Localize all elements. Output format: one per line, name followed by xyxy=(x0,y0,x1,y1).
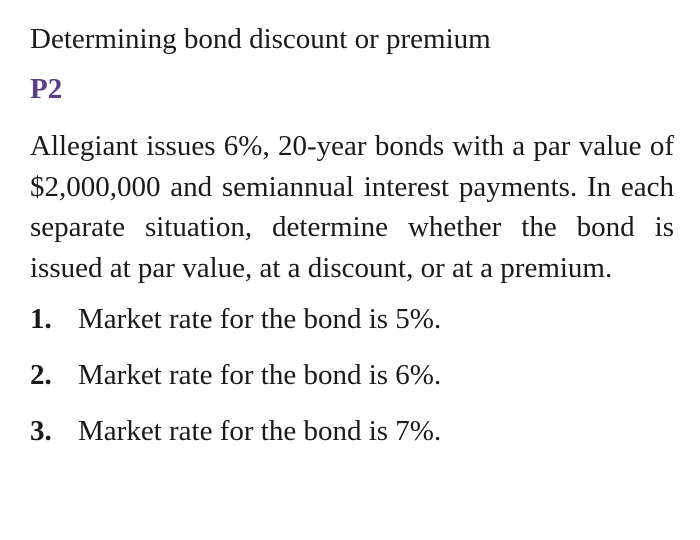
section-heading: Determining bond discount or premium xyxy=(30,23,491,55)
list-item xyxy=(30,302,676,336)
list-item-number: 2. xyxy=(30,359,52,391)
list-item-number: 3. xyxy=(30,415,52,447)
list-item-text: Market rate for the bond is 5%. xyxy=(78,303,442,335)
problem-id: P2 xyxy=(30,73,63,105)
list-item xyxy=(30,414,676,448)
situation-list xyxy=(30,302,676,448)
list-item-number: 1. xyxy=(30,303,52,335)
list-item-text: Market rate for the bond is 7%. xyxy=(78,415,442,447)
problem-text: Allegiant issues 6%, 20-year bonds with a par value of $2,000,000 and semiannual interest payments. In each separate situation, determine whether the bond is issued at par value, at a discount, or at a premium. xyxy=(30,130,674,284)
list-item xyxy=(30,358,676,392)
list-item-text: Market rate for the bond is 6%. xyxy=(78,359,442,391)
